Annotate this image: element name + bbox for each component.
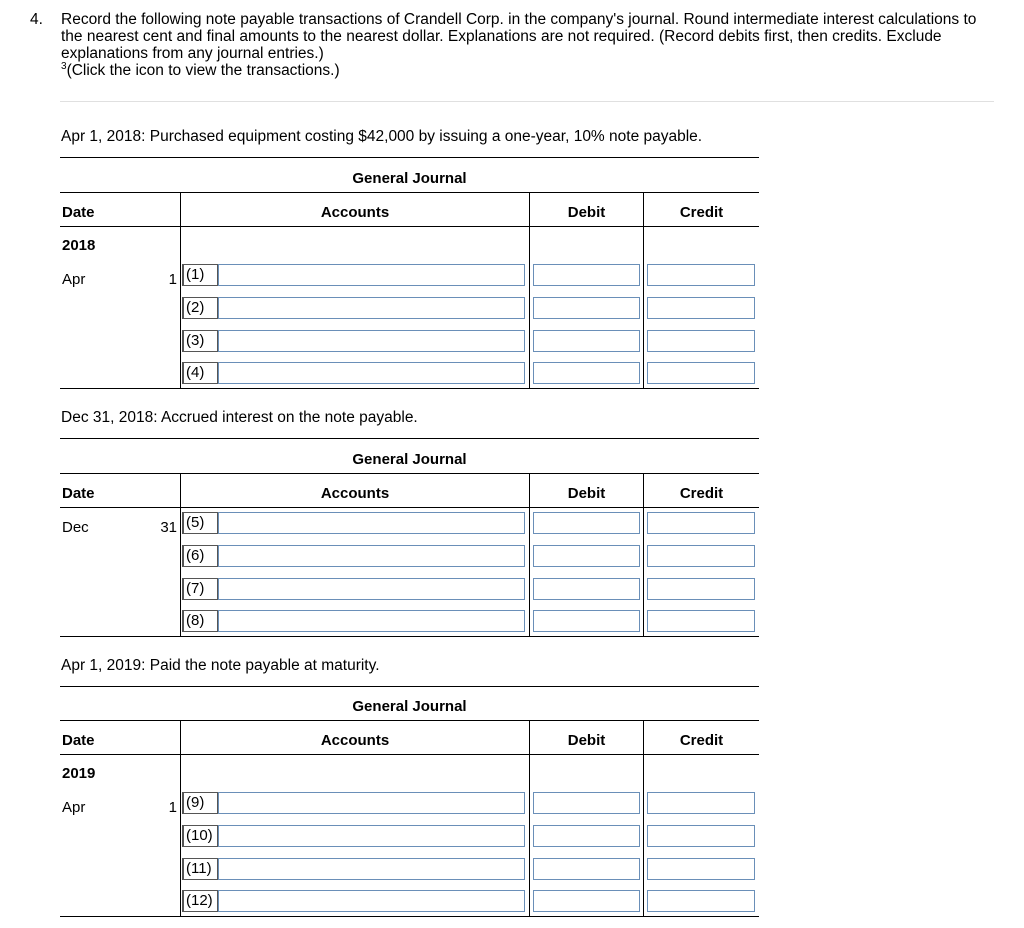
credit-input[interactable]: [647, 858, 755, 880]
journal3-intro: Apr 1, 2019: Paid the note payable at maturity.: [61, 657, 380, 674]
journal1-col-divider: [180, 192, 181, 389]
journal3-title: General Journal: [352, 698, 467, 715]
debit-input[interactable]: [533, 610, 640, 632]
debit-input[interactable]: [533, 362, 640, 384]
entry-marker: (7): [182, 578, 218, 600]
credit-input[interactable]: [647, 578, 755, 600]
journal2-intro: Dec 31, 2018: Accrued interest on the note payable.: [61, 409, 418, 426]
entry-marker: (6): [182, 545, 218, 567]
journal1-month: Apr: [62, 271, 86, 288]
journal1-title: General Journal: [352, 170, 467, 187]
account-input[interactable]: [218, 264, 525, 286]
view-transactions-link[interactable]: (Click the icon to view the transactions.): [66, 62, 340, 79]
entry-marker: (4): [182, 362, 218, 384]
journal3-accounts-header: Accounts: [320, 732, 390, 749]
debit-input[interactable]: [533, 297, 640, 319]
account-input[interactable]: [218, 362, 525, 384]
journal2-col-divider: [529, 473, 530, 637]
entry-marker: (9): [182, 792, 218, 814]
debit-input[interactable]: [533, 578, 640, 600]
entry-marker: (5): [182, 512, 218, 534]
journal3-top-rule: [60, 686, 759, 687]
journal2-title: General Journal: [352, 451, 467, 468]
journal3-year: 2019: [62, 765, 96, 782]
account-input[interactable]: [218, 330, 525, 352]
account-input[interactable]: [218, 792, 525, 814]
debit-input[interactable]: [533, 825, 640, 847]
journal1-credit-header: Credit: [679, 204, 724, 221]
entry-marker: (10): [182, 825, 218, 847]
journal1-header-rule: [60, 192, 759, 193]
journal3-body-rule: [60, 754, 759, 755]
journal1-bottom-rule: [60, 388, 759, 389]
journal1-date-header: Date: [62, 204, 95, 221]
credit-input[interactable]: [647, 264, 755, 286]
journal1-body-rule: [60, 226, 759, 227]
debit-input[interactable]: [533, 264, 640, 286]
account-input[interactable]: [218, 578, 525, 600]
entry-marker: (2): [182, 297, 218, 319]
journal2-bottom-rule: [60, 636, 759, 637]
journal2-day: 31: [160, 519, 177, 536]
journal3-credit-header: Credit: [679, 732, 724, 749]
journal3-col-divider: [529, 720, 530, 917]
account-input[interactable]: [218, 890, 525, 912]
entry-marker: (11): [182, 858, 218, 880]
account-input[interactable]: [218, 297, 525, 319]
journal3-date-header: Date: [62, 732, 95, 749]
account-input[interactable]: [218, 858, 525, 880]
credit-input[interactable]: [647, 330, 755, 352]
journal1-col-divider: [529, 192, 530, 389]
journal1-year: 2018: [62, 237, 96, 254]
journal3-day: 1: [168, 799, 177, 816]
credit-input[interactable]: [647, 825, 755, 847]
journal3-month: Apr: [62, 799, 86, 816]
credit-input[interactable]: [647, 792, 755, 814]
journal2-body-rule: [60, 507, 759, 508]
journal3-col-divider: [180, 720, 181, 917]
debit-input[interactable]: [533, 890, 640, 912]
debit-input[interactable]: [533, 545, 640, 567]
journal3-bottom-rule: [60, 916, 759, 917]
journal3-header-rule: [60, 720, 759, 721]
journal1-top-rule: [60, 157, 759, 158]
journal2-debit-header: Debit: [567, 485, 606, 502]
entry-marker: (1): [182, 264, 218, 286]
credit-input[interactable]: [647, 610, 755, 632]
footnote-mark: 3: [61, 61, 67, 72]
journal3-col-divider: [643, 720, 644, 917]
journal1-intro: Apr 1, 2018: Purchased equipment costing $42,000 by issuing a one-year, 10% note payable.: [61, 128, 703, 145]
journal2-col-divider: [180, 473, 181, 637]
credit-input[interactable]: [647, 890, 755, 912]
journal2-top-rule: [60, 438, 759, 439]
debit-input[interactable]: [533, 858, 640, 880]
debit-input[interactable]: [533, 330, 640, 352]
account-input[interactable]: [218, 512, 525, 534]
account-input[interactable]: [218, 610, 525, 632]
separator: [60, 101, 994, 102]
journal2-col-divider: [643, 473, 644, 637]
debit-input[interactable]: [533, 512, 640, 534]
question-number: 4.: [30, 11, 43, 28]
credit-input[interactable]: [647, 545, 755, 567]
journal2-month: Dec: [62, 519, 89, 536]
journal1-accounts-header: Accounts: [320, 204, 390, 221]
question-text: Record the following note payable transactions of Crandell Corp. in the company's journal. Round intermediate interest calculations to the nearest cent and final amounts to the nearest dollar. Explanations are not required. (Record debits first, then credits. Exclude explanations from any journal entries.): [61, 11, 977, 62]
entry-marker: (8): [182, 610, 218, 632]
credit-input[interactable]: [647, 362, 755, 384]
journal2-credit-header: Credit: [679, 485, 724, 502]
journal2-date-header: Date: [62, 485, 95, 502]
entry-marker: (3): [182, 330, 218, 352]
journal2-accounts-header: Accounts: [320, 485, 390, 502]
credit-input[interactable]: [647, 297, 755, 319]
account-input[interactable]: [218, 825, 525, 847]
entry-marker: (12): [182, 890, 218, 912]
journal1-col-divider: [643, 192, 644, 389]
journal3-debit-header: Debit: [567, 732, 606, 749]
journal1-day: 1: [168, 271, 177, 288]
journal1-debit-header: Debit: [567, 204, 606, 221]
journal2-header-rule: [60, 473, 759, 474]
debit-input[interactable]: [533, 792, 640, 814]
credit-input[interactable]: [647, 512, 755, 534]
account-input[interactable]: [218, 545, 525, 567]
